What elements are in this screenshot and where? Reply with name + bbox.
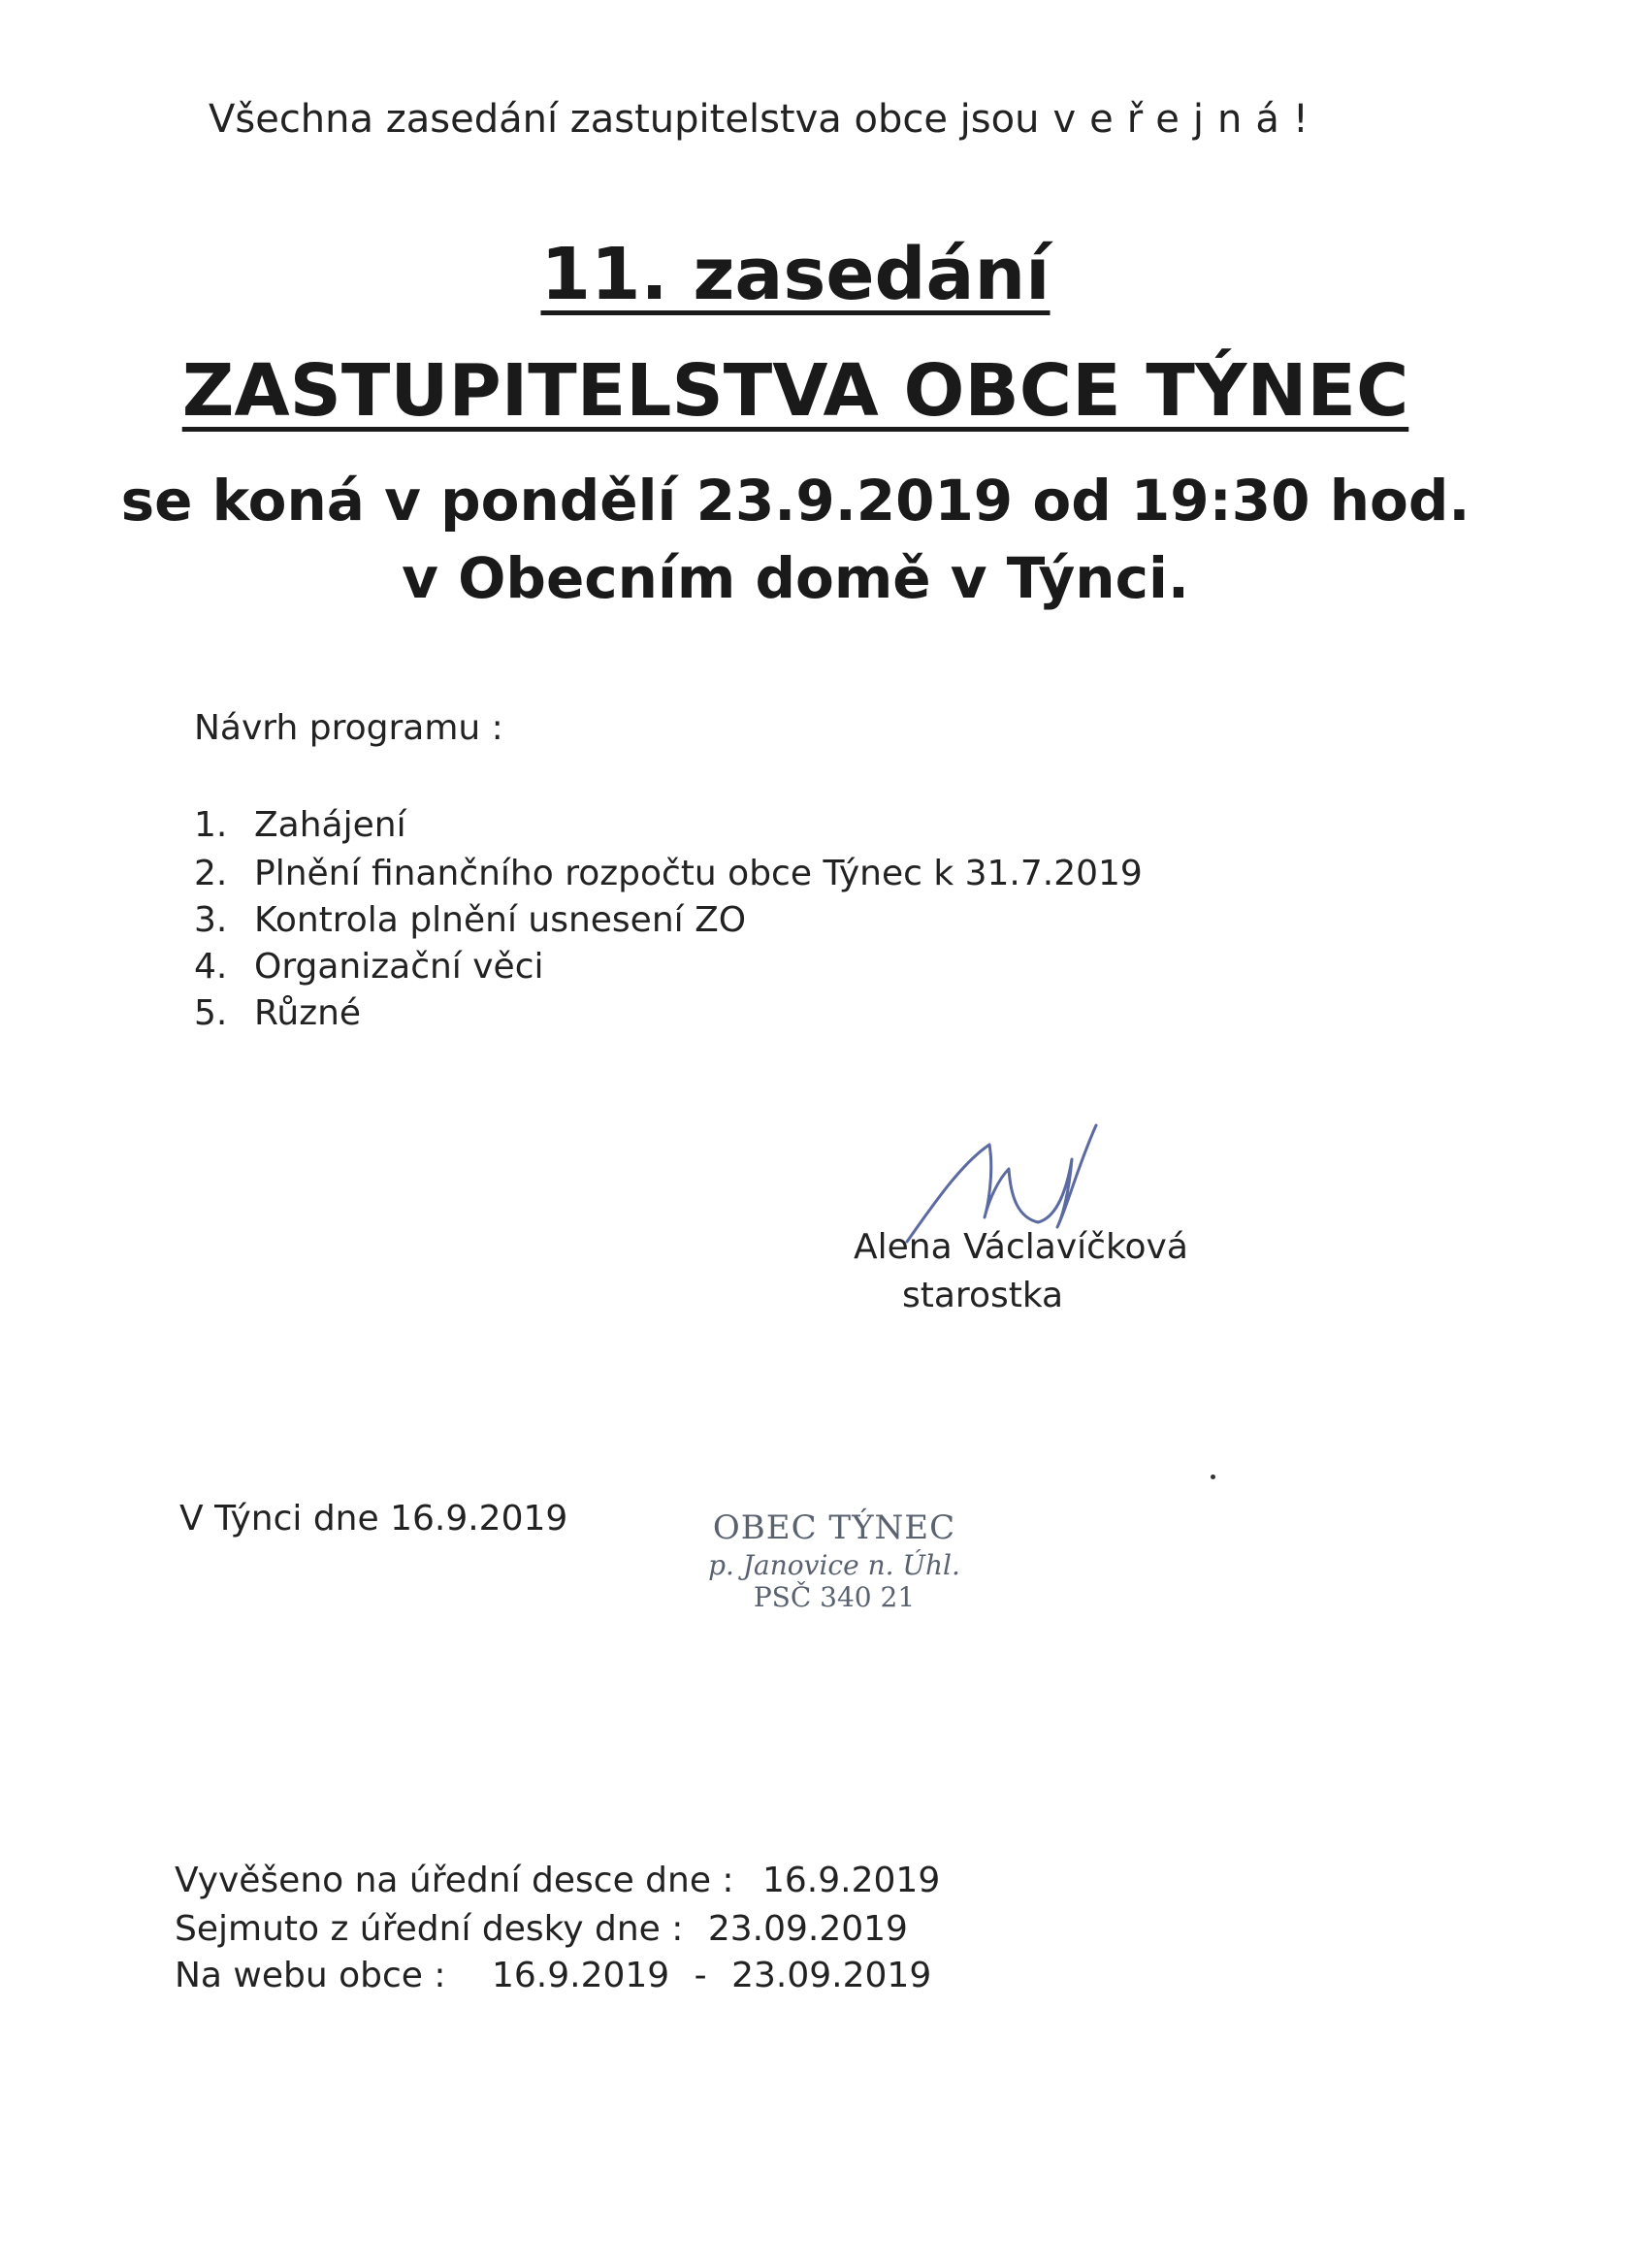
- council-title: ZASTUPITELSTVA OBCE TÝNEC: [181, 349, 1409, 433]
- agenda-item-text: Plnění finančního rozpočtu obce Týnec k 31.7.2019: [254, 854, 1143, 893]
- place-date: V Týnci dne 16.9.2019: [179, 1499, 568, 1539]
- meeting-number-title: 11. zasedání: [540, 233, 1051, 316]
- meeting-location: v Obecním domě v Týnci.: [402, 545, 1189, 611]
- web-line: [175, 1956, 931, 1995]
- stamp-line-3: PSČ 340 21: [753, 1581, 916, 1613]
- posted-line: [175, 1861, 940, 1900]
- scan-speck: [1211, 1474, 1215, 1479]
- web-separator: -: [694, 1956, 707, 1995]
- removed-date: 23.09.2019: [707, 1909, 908, 1949]
- removed-label: Sejmuto z úřední desky dne :: [175, 1909, 684, 1949]
- agenda-item: [194, 805, 406, 845]
- agenda-item-text: Zahájení: [254, 805, 406, 845]
- web-label: Na webu obce :: [175, 1956, 446, 1995]
- removed-line: [175, 1909, 908, 1949]
- program-label: Návrh programu :: [194, 708, 503, 748]
- signatory-name: Alena Václavíčková: [854, 1227, 1188, 1267]
- agenda-item-text: Organizační věci: [254, 947, 544, 987]
- signatory-role: starostka: [902, 1276, 1064, 1315]
- agenda-item: [194, 854, 1143, 893]
- stamp-line-1: OBEC TÝNEC: [712, 1508, 956, 1547]
- agenda-item: [194, 993, 361, 1033]
- web-from: 16.9.2019: [491, 1956, 670, 1995]
- agenda-item-text: Kontrola plnění usnesení ZO: [254, 900, 747, 940]
- agenda-item-number: 2.: [194, 854, 228, 893]
- agenda-item: [194, 947, 544, 987]
- posted-label: Vyvěšeno na úřední desce dne :: [175, 1861, 734, 1900]
- agenda-item-number: 4.: [194, 947, 228, 987]
- notice-emphasis: veřejná!: [1052, 97, 1322, 142]
- municipal-stamp: [679, 1508, 989, 1613]
- agenda-item-number: 1.: [194, 805, 228, 845]
- posted-date: 16.9.2019: [762, 1861, 941, 1900]
- agenda-item-number: 3.: [194, 900, 228, 940]
- meeting-datetime: se koná v pondělí 23.9.2019 od 19:30 hod.: [120, 468, 1471, 534]
- agenda-item-number: 5.: [194, 993, 228, 1033]
- stamp-line-2: p. Janovice n. Úhl.: [708, 1549, 960, 1581]
- notice-text: Všechna zasedání zastupitelstva obce jsou: [209, 97, 1040, 142]
- agenda-item: [194, 900, 746, 940]
- public-notice: [209, 97, 1322, 142]
- web-to: 23.09.2019: [731, 1956, 932, 1995]
- agenda-item-text: Různé: [254, 993, 362, 1033]
